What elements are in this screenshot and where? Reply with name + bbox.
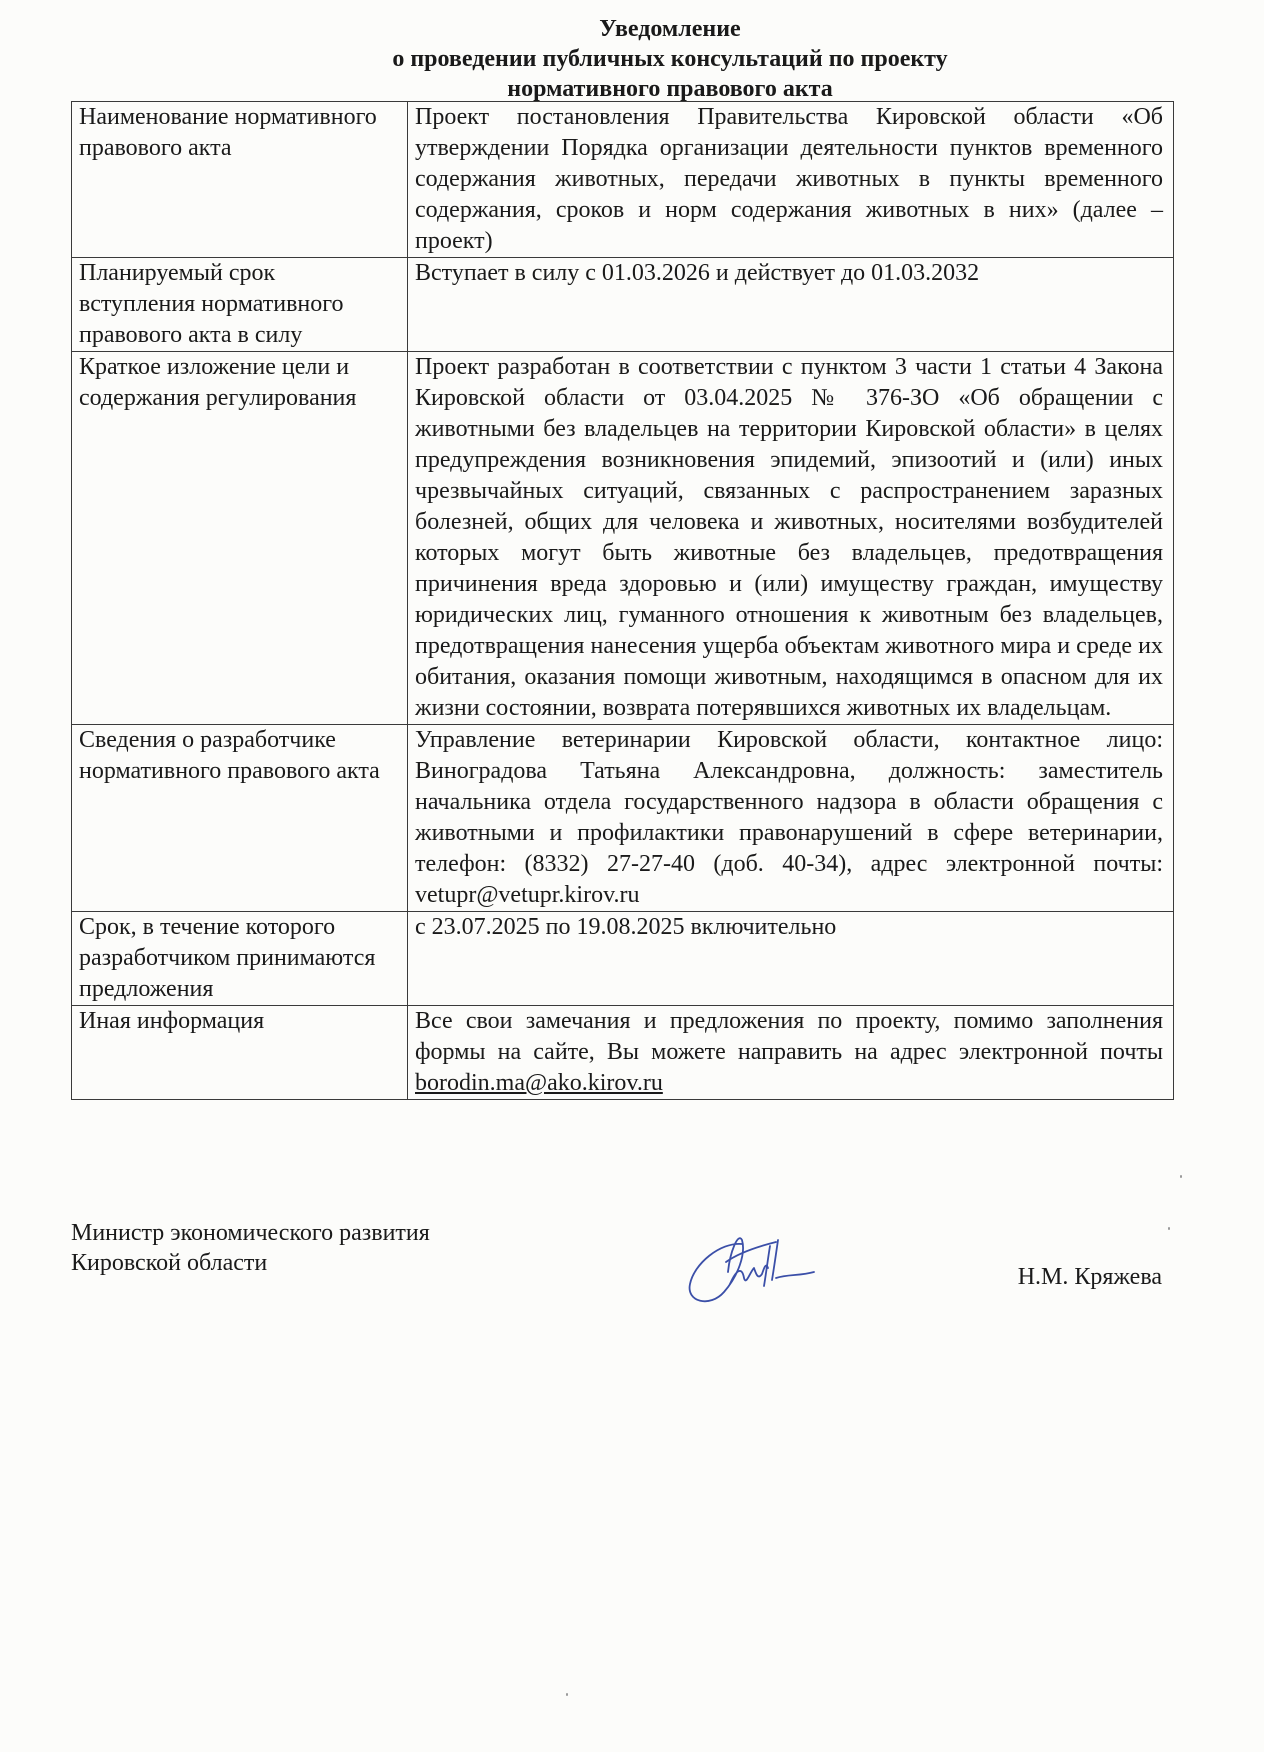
table-row-effective-date bbox=[72, 258, 1174, 352]
heading-subtitle-line-2: нормативного правового акта bbox=[507, 76, 833, 102]
heading-subtitle-line-1: о проведении публичных консультаций по проекту bbox=[392, 46, 948, 72]
table-row-proposal-period bbox=[72, 912, 1174, 1006]
signatory-title bbox=[71, 1218, 430, 1278]
row-label: Наименование нормативного правового акта bbox=[72, 102, 408, 258]
table-row-developer-info bbox=[72, 725, 1174, 912]
handwritten-signature bbox=[680, 1222, 840, 1312]
signatory-title-line-1: Министр экономического развития bbox=[71, 1220, 430, 1246]
row-value: Проект разработан в соответствии с пунктом 3 части 1 статьи 4 Закона Кировской области от 03.04.2025 № 376-ЗО «Об обращении с животными без владельцев на территории Кировской области» в целях предупреждения возникновения эпидемий, эпизоотий и (или) иных чрезвычайных ситуаций, связанных с распространением заразных болезней, общих для человека и животных, носителями возбудителей которых могут быть животные без владельцев, предотвращения причинения вреда здоровью и (или) имуществу граждан, имуществу юридических лиц, гуманного отношения к животным без владельцев, предотвращения нанесения ущерба объектам животного мира и среде их обитания, оказания помощи животным, находящимся в опасном для их жизни состоянии, возврата потерявшихся животных их владельцам. bbox=[408, 352, 1174, 725]
signatory-name: Н.М. Кряжева bbox=[1017, 1264, 1162, 1290]
row-label: Срок, в течение которого разработчиком принимаются предложения bbox=[72, 912, 408, 1006]
document-heading bbox=[0, 14, 1264, 104]
row-value: с 23.07.2025 по 19.08.2025 включительно bbox=[408, 912, 1174, 1006]
signatory-title-line-2: Кировской области bbox=[71, 1250, 268, 1276]
table-row-other-info bbox=[72, 1006, 1174, 1100]
other-info-text: Все свои замечания и предложения по проекту, помимо заполнения формы на сайте, Вы можете направить на адрес электронной почты bbox=[415, 1008, 1163, 1065]
row-value bbox=[408, 1006, 1174, 1100]
heading-title: Уведомление bbox=[599, 16, 741, 42]
row-value: Проект постановления Правительства Кировской области «Об утверждении Порядка организации деятельности пунктов временного содержания животных, передачи животных в пункты временного содержания, сроков и норм содержания животных в них» (далее – проект) bbox=[408, 102, 1174, 258]
scan-speck bbox=[1180, 1175, 1182, 1178]
row-label: Иная информация bbox=[72, 1006, 408, 1100]
table-row-act-name bbox=[72, 102, 1174, 258]
notice-table bbox=[71, 101, 1174, 1100]
row-label: Краткое изложение цели и содержания регулирования bbox=[72, 352, 408, 725]
row-label: Сведения о разработчике нормативного правового акта bbox=[72, 725, 408, 912]
table-row-regulation-summary bbox=[72, 352, 1174, 725]
row-label: Планируемый срок вступления нормативного правового акта в силу bbox=[72, 258, 408, 352]
row-value: Управление ветеринарии Кировской области, контактное лицо: Виноградова Татьяна Александровна, должность: заместитель начальника отдела государственного надзора в области обращения с животными и профилактики правонарушений в сфере ветеринарии, телефон: (8332) 27-27-40 (доб. 40-34), адрес электронной почты: vetupr@vetupr.kirov.ru bbox=[408, 725, 1174, 912]
scan-speck bbox=[1168, 1227, 1170, 1230]
contact-email-link[interactable]: borodin.ma@ako.kirov.ru bbox=[415, 1070, 663, 1096]
row-value: Вступает в силу с 01.03.2026 и действует до 01.03.2032 bbox=[408, 258, 1174, 352]
scan-speck bbox=[566, 1693, 568, 1696]
